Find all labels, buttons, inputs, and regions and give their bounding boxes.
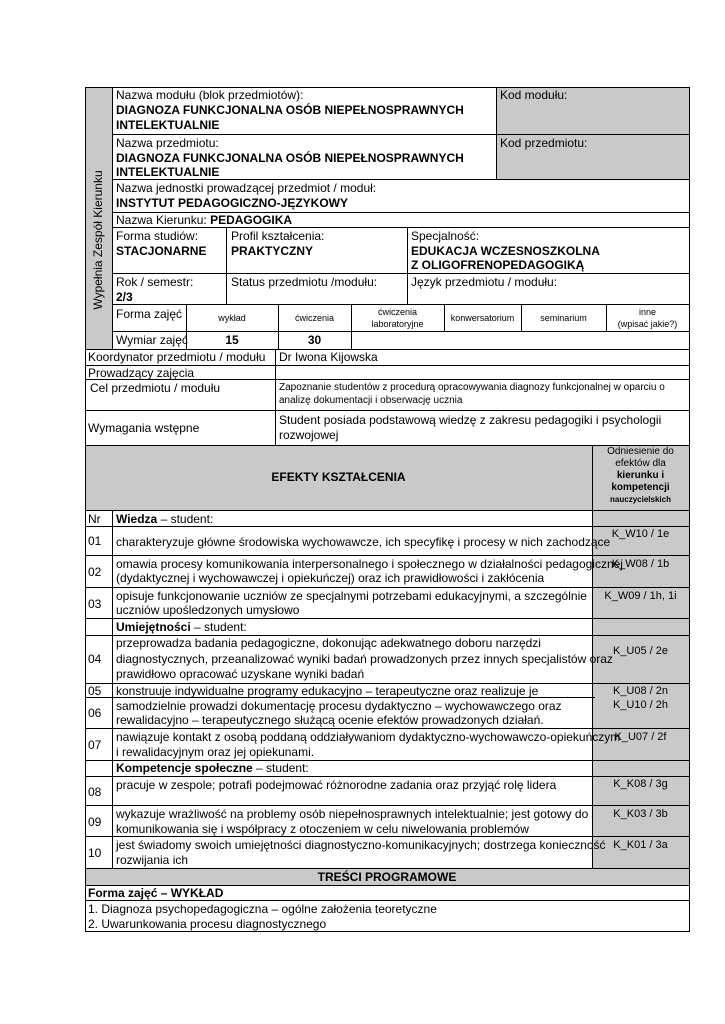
row-07-nr: 07 xyxy=(88,738,102,752)
koordynator-label: Koordynator przedmiotu / modułu xyxy=(88,350,266,364)
row-08-nr: 08 xyxy=(88,785,102,799)
wiedza-head xyxy=(116,512,213,526)
row-07-text-1: nawiązuje kontakt z osobą poddaną oddziaływaniom dydaktyczno-wychowawczo-opiekuńczym xyxy=(116,730,621,744)
tresci-forma: Forma zajęć – WYKŁAD xyxy=(88,886,224,900)
status-label: Status przedmiotu /modułu: xyxy=(231,275,378,289)
row-09-text-2: komunikowania się i współpracy z otoczeniem w celu niwelowania problemów xyxy=(116,822,529,836)
row-10-nr: 10 xyxy=(88,846,102,860)
jednostka-value: INSTYTUT PEDAGOGICZNO-JĘZYKOWY xyxy=(116,196,349,210)
tresci-item-2: 2. Uwarunkowania procesu diagnostycznego xyxy=(88,917,327,931)
row-04-text-1: przeprowadza badania pedagogiczne, dokonując adekwatnego doboru narzędzi xyxy=(116,636,541,650)
col-konwersatorium: konwersatorium xyxy=(450,313,515,323)
prowadzacy-label: Prowadzący zajęcia xyxy=(88,366,195,380)
row-03-text-1: opisuje funkcjonowanie uczniów ze specjalnymi potrzebami edukacyjnymi, a szczególnie xyxy=(116,589,587,603)
nr-label: Nr xyxy=(88,512,101,526)
wymagania-label: Wymagania wstępne xyxy=(88,421,200,435)
row-06-text-1: samodzielnie prowadzi dokumentację procesu dydaktyczno – wychowawczego oraz xyxy=(116,699,562,713)
row-01-text: charakteryzuje główne środowiska wychowawcze, ich specyfikę i procesy w nich zachodzące xyxy=(116,535,611,549)
profil-label: Profil kształcenia: xyxy=(231,229,325,243)
col-cw-lab-line2: laboratoryjne xyxy=(371,319,424,329)
odniesienie-line2: efektów dla xyxy=(615,458,666,469)
tresci-title: TREŚCI PROGRAMOWE xyxy=(317,870,457,884)
col-wyklad: wykład xyxy=(218,313,246,323)
odniesienie-line5: nauczycielskich xyxy=(610,495,671,504)
specjalnosc-label: Specjalność: xyxy=(411,229,480,243)
col-inne-line2: (wpisać jakie?) xyxy=(617,319,678,329)
specjalnosc-value-line2: Z OLIGOFRENOPEDAGOGIKĄ xyxy=(411,258,585,272)
cel-line2: analizę dokumentacji i obserwację ucznia xyxy=(279,395,463,406)
koordynator-value: Dr Iwona Kijowska xyxy=(279,350,378,364)
row-02-ref: K_W08 / 1b xyxy=(611,558,670,570)
row-03-text-2: uczniów upośledzonych umysłowo xyxy=(116,603,300,617)
row-05-nr: 05 xyxy=(88,684,102,698)
jednostka-label: Nazwa jednostki prowadzącej przedmiot / moduł: xyxy=(116,181,377,195)
wiedza-suffix: – student: xyxy=(157,512,214,526)
efekty-title: EFEKTY KSZTAŁCENIA xyxy=(271,470,406,484)
kierunek-value: PEDAGOGIKA xyxy=(210,213,293,227)
row-02-text-1: omawia procesy komunikowania interpersonalnego i społecznego w działalności pedagogicznej xyxy=(116,557,623,571)
row-09-ref: K_K03 / 3b xyxy=(613,808,668,820)
col-cwiczenia: ćwiczenia xyxy=(294,313,334,323)
modul-value-line2: INTELEKTUALNIE xyxy=(116,118,220,132)
odniesienie-line3: kierunku i xyxy=(616,470,665,481)
row-06-ref: K_U10 / 2h xyxy=(612,699,669,711)
przedmiot-label: Nazwa przedmiotu: xyxy=(116,136,219,150)
profil-value: PRAKTYCZNY xyxy=(231,244,314,258)
row-04-text-3: prawidłowo opracować uzyskane wyniki badań xyxy=(116,667,365,681)
row-02-nr: 02 xyxy=(88,565,102,579)
odniesienie-line1: Odniesienie do xyxy=(607,446,674,457)
row-04-nr: 04 xyxy=(88,652,102,666)
row-09-text-1: wykazuje wrażliwość na problemy osób niepełnosprawnych intelektualnie; jest gotowy do xyxy=(116,807,589,821)
wymagania-line2: rozwojowej xyxy=(279,428,339,442)
forma-studiow-value: STACJONARNE xyxy=(116,244,207,258)
row-10-text-2: rozwijania ich xyxy=(116,853,189,867)
forma-zajec-label: Forma zajęć xyxy=(116,307,183,321)
umiejetnosci-title: Umiejętności xyxy=(116,620,191,634)
row-01-nr: 01 xyxy=(88,534,102,548)
specjalnosc-value-line1: EDUKACJA WCZESNOSZKOLNA xyxy=(411,244,600,258)
cel-line1: Zapoznanie studentów z procedurą opracowywania diagnozy funkcjonalnej w oparciu o xyxy=(279,382,665,393)
kod-przedmiotu-label: Kod przedmiotu: xyxy=(500,136,588,150)
row-05-text: konstruuje indywidualne programy edukacyjno – terapeutyczne oraz realizuje je xyxy=(116,684,539,698)
przedmiot-value-line1: DIAGNOZA FUNKCJONALNA OSÓB NIEPEŁNOSPRAWNYCH xyxy=(116,151,464,165)
row-04-ref: K_U05 / 2e xyxy=(612,645,669,657)
wymiar-wyklad: 15 xyxy=(225,333,239,347)
col-seminarium: seminarium xyxy=(540,313,587,323)
wymiar-cwiczenia: 30 xyxy=(307,333,322,347)
kod-modulu-label: Kod modułu: xyxy=(500,88,568,102)
col-inne-line1: inne xyxy=(638,307,656,317)
cel-label: Cel przedmiotu / modułu xyxy=(90,381,221,395)
row-10-text-1: jest świadomy swoich umiejętności diagnostyczno-komunikacyjnych; dostrzega konieczność xyxy=(116,838,606,852)
row-05-ref: K_U08 / 2n xyxy=(612,685,669,697)
row-07-ref: K_U07 / 2f xyxy=(614,731,667,743)
rok-label: Rok / semestr: xyxy=(116,275,194,289)
row-03-nr: 03 xyxy=(88,597,102,611)
col-cw-lab-line1: ćwiczenia xyxy=(377,307,417,317)
row-08-text: pracuje w zespole; potrafi podejmować różnorodne zadania oraz przyjąć rolę lidera xyxy=(116,778,557,792)
wymagania-line1: Student posiada podstawową wiedzę z zakresu pedagogiki i psychologii xyxy=(279,413,662,427)
row-03-ref: K_W09 / 1h, 1i xyxy=(604,590,677,602)
rok-value: 2/3 xyxy=(116,290,133,304)
wymiar-label: Wymiar zajęć xyxy=(116,333,188,347)
row-01-ref: K_W10 / 1e xyxy=(611,528,670,540)
kierunek-label: Nazwa Kierunku: xyxy=(116,213,207,227)
przedmiot-value-line2: INTELEKTUALNIE xyxy=(116,165,220,179)
kompetencje-suffix: – student: xyxy=(252,761,309,775)
odniesienie-line4: kompetencji xyxy=(611,482,670,493)
umiejetnosci-head xyxy=(116,620,247,634)
side-label: Wypełnia Zespół Kierunku xyxy=(91,170,105,310)
tresci-item-1: 1. Diagnoza psychopedagogiczna – ogólne założenia teoretyczne xyxy=(88,902,437,916)
modul-value-line1: DIAGNOZA FUNKCJONALNA OSÓB NIEPEŁNOSPRAWNYCH xyxy=(116,103,464,117)
jezyk-label: Język przedmiotu / modułu: xyxy=(411,275,558,289)
kierunek-row xyxy=(116,213,292,227)
row-06-nr: 06 xyxy=(88,706,102,720)
row-07-text-2: i rewalidacyjnym oraz jej opiekunami. xyxy=(116,745,315,759)
kompetencje-title: Kompetencje społeczne xyxy=(116,761,253,775)
kompetencje-head xyxy=(116,761,309,775)
row-06-text-2: rewalidacyjno – terapeutycznego służącą ocenie efektów prowadzonych działań. xyxy=(116,713,544,727)
forma-studiow-label: Forma studiów: xyxy=(116,229,199,243)
umiejetnosci-suffix: – student: xyxy=(190,620,247,634)
row-09-nr: 09 xyxy=(88,815,102,829)
row-04-text-2: diagnostycznych, przeanalizować wyniki badań prowadzonych przez innych specjalistów oraz xyxy=(116,652,613,666)
row-02-text-2: (dydaktycznej i wychowawczej i opiekuńczej) oraz ich prawidłowości i zakłócenia xyxy=(116,571,545,585)
row-08-ref: K_K08 / 3g xyxy=(613,778,668,790)
modul-label: Nazwa modułu (blok przedmiotów): xyxy=(116,88,304,102)
wiedza-title: Wiedza xyxy=(116,512,158,526)
row-10-ref: K_K01 / 3a xyxy=(613,839,668,851)
